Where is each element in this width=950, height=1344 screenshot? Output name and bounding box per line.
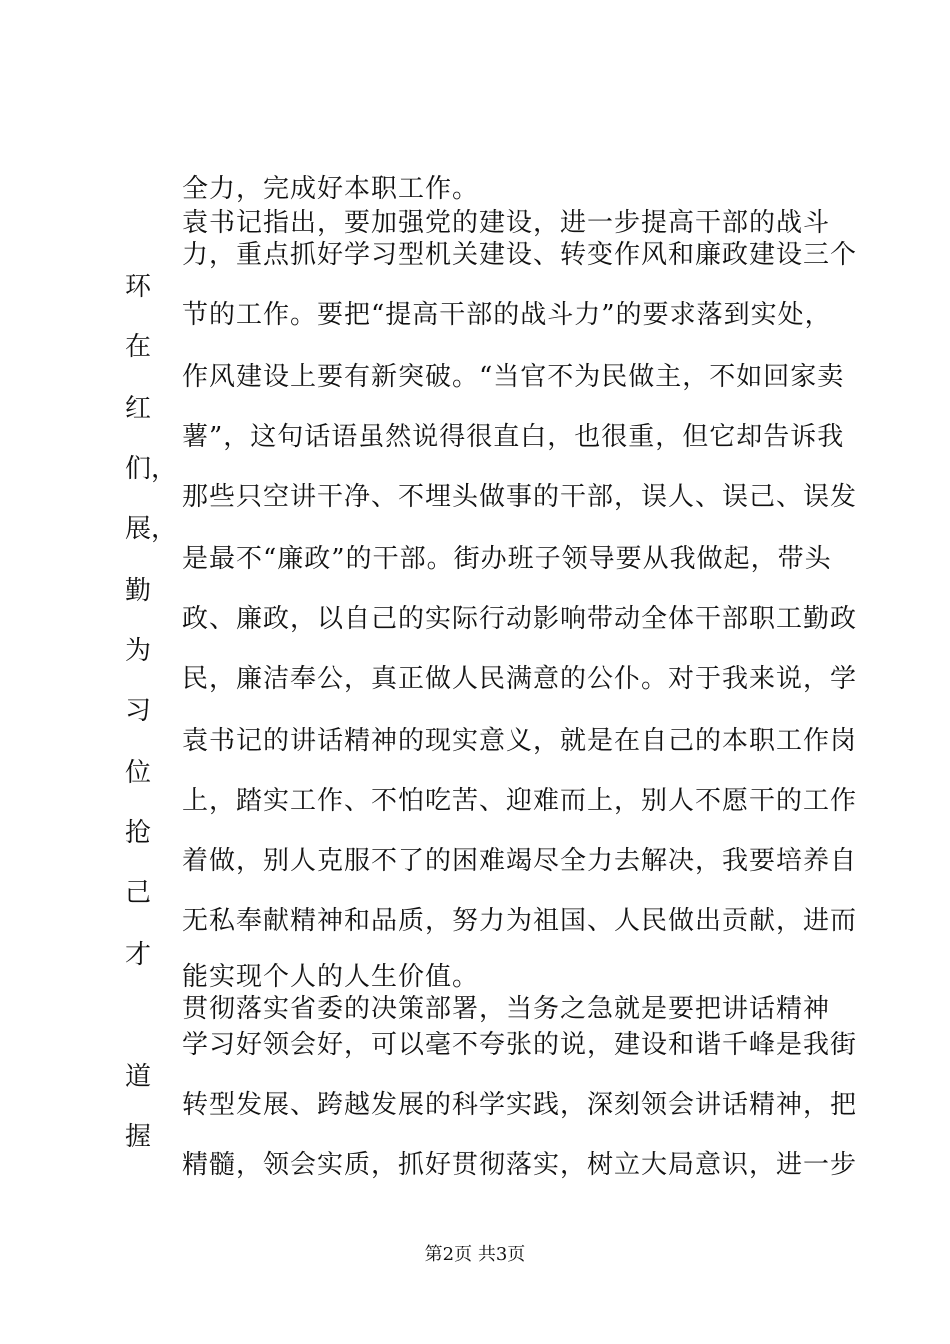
body-line: 袁书记的讲话精神的现实意义，就是在自己的本职工作岗 (182, 726, 858, 756)
margin-char: 位 (125, 758, 152, 788)
body-line: 上，踏实工作、不怕吃苦、迎难而上，别人不愿干的工作 (182, 786, 858, 816)
page-number: 第2页 共3页 (424, 1244, 526, 1265)
body-line: 民，廉洁奉公，真正做人民满意的公仆。对于我来说，学 (182, 664, 858, 694)
body-line: 无私奉献精神和品质，努力为祖国、人民做出贡献，进而 (182, 906, 858, 936)
margin-char: 为 (125, 636, 152, 666)
body-line: 那些只空讲干净、不埋头做事的干部，误人、误己、误发 (182, 482, 858, 512)
margin-char: 环 (125, 272, 152, 302)
body-line: 袁书记指出，要加强党的建设，进一步提高干部的战斗 (182, 208, 831, 238)
margin-char: 才 (125, 940, 152, 970)
margin-char: 们， (125, 454, 178, 484)
margin-char: 展， (125, 514, 178, 544)
body-line: 政、廉政，以自己的实际行动影响带动全体干部职工勤政 (182, 604, 858, 634)
margin-char: 习 (125, 696, 152, 726)
margin-char: 在 (125, 332, 152, 362)
body-line: 贯彻落实省委的决策部署，当务之急就是要把讲话精神 (182, 994, 831, 1024)
margin-char: 抢 (125, 818, 152, 848)
body-line: 能实现个人的人生价值。 (182, 962, 480, 992)
body-line: 薯”，这句话语虽然说得很直白，也很重，但它却告诉我 (182, 422, 845, 452)
body-line: 是最不“廉政”的干部。街办班子领导要从我做起，带头 (182, 544, 832, 574)
margin-char: 道 (125, 1062, 152, 1092)
body-line: 精髓，领会实质，抓好贯彻落实，树立大局意识，进一步 (182, 1150, 858, 1180)
body-line: 全力，完成好本职工作。 (182, 174, 480, 204)
body-line: 学习好领会好，可以毫不夸张的说，建设和谐千峰是我街 (182, 1030, 858, 1060)
margin-char: 握 (125, 1122, 152, 1152)
body-line: 节的工作。要把“提高干部的战斗力”的要求落到实处， (182, 300, 832, 330)
margin-char: 勤 (125, 576, 152, 606)
margin-char: 己 (125, 878, 152, 908)
body-line: 着做，别人克服不了的困难竭尽全力去解决，我要培养自 (182, 846, 858, 876)
body-line: 力，重点抓好学习型机关建设、转变作风和廉政建设三个 (182, 240, 858, 270)
body-line: 转型发展、跨越发展的科学实践，深刻领会讲话精神，把 (182, 1090, 858, 1120)
margin-char: 红 (125, 394, 152, 424)
body-line: 作风建设上要有新突破。“当官不为民做主，不如回家卖 (182, 362, 845, 392)
